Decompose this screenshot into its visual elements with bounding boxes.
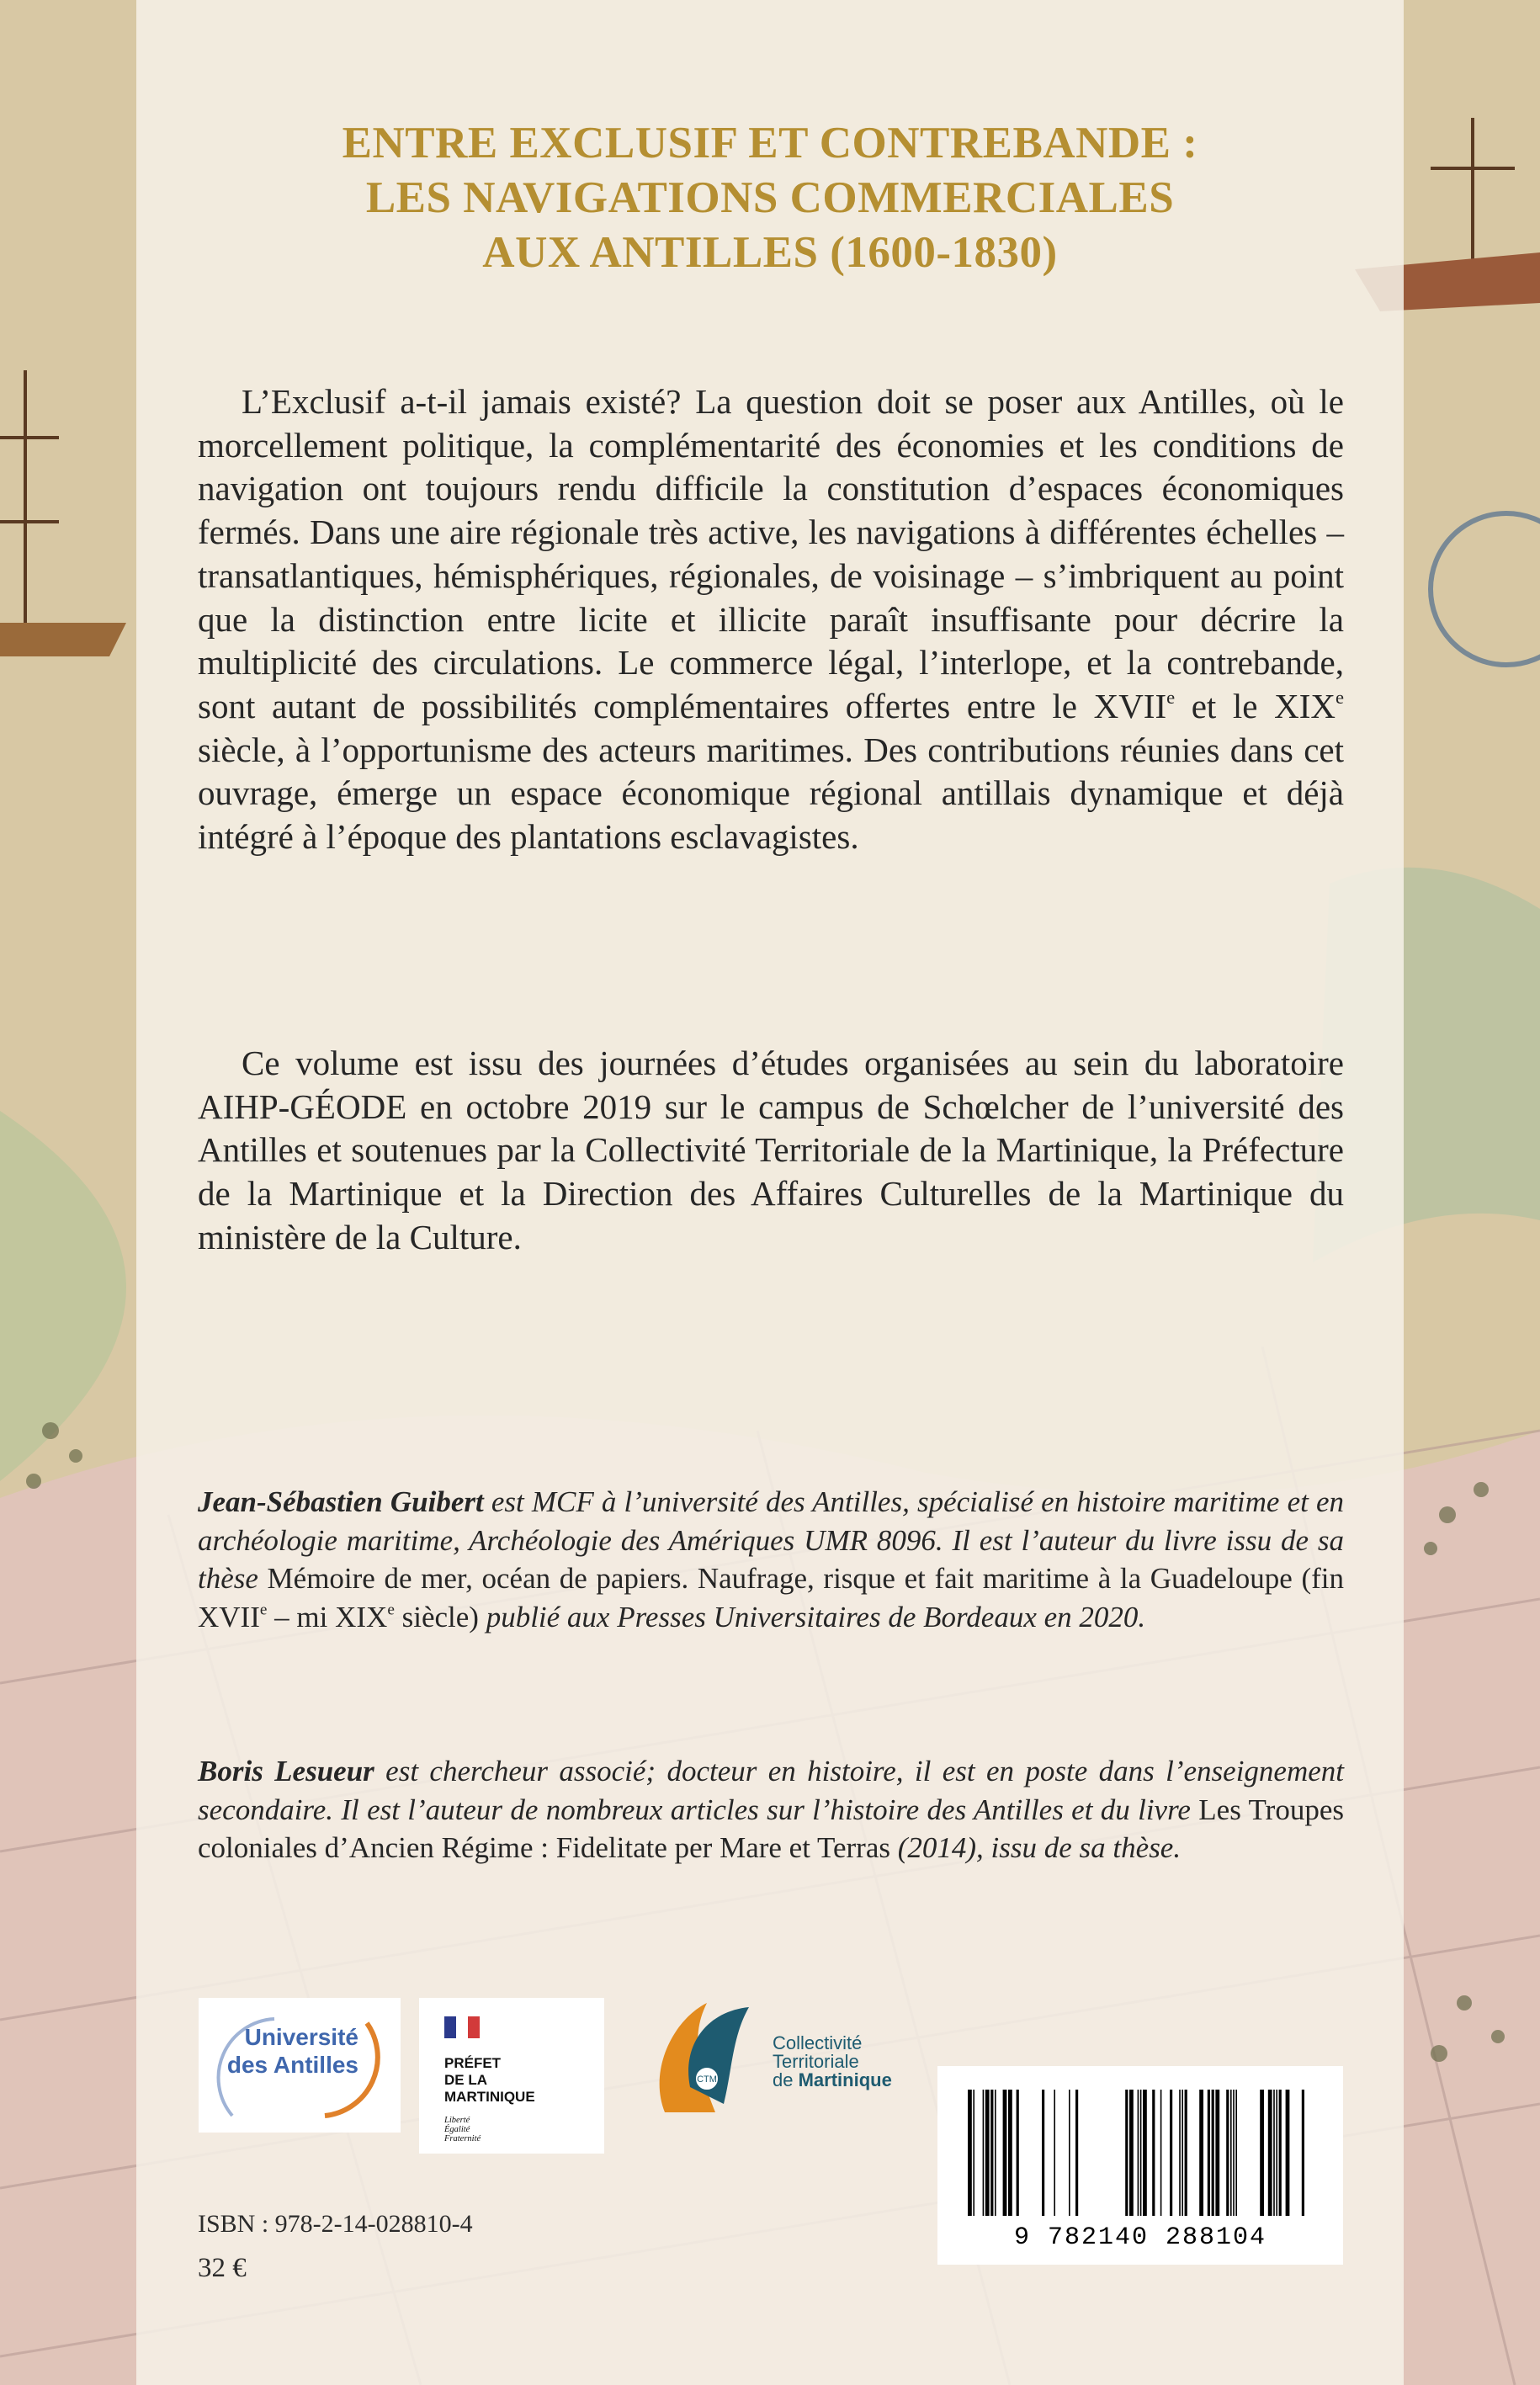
barcode-bar bbox=[1143, 2090, 1147, 2216]
author-bio-guibert: Jean-Sébastien Guibert est MCF à l’université des Antilles, spécialisé en histoire maritime et en archéologie maritime, Archéologie des Amériques UMR 8096. Il est l’auteur du livre issu de sa thèse Mémoire de mer, océan de papiers. Naufrage, risque et fait maritime à la Guadeloupe (fin XVIIe – mi XIXe siècle) publié aux Presses Universitaires de Bordeaux en 2020. bbox=[198, 1485, 1344, 1633]
barcode-bar bbox=[1008, 2090, 1012, 2216]
barcode-bar bbox=[1152, 2090, 1155, 2216]
barcode-bar bbox=[1042, 2090, 1044, 2216]
barcode-bar bbox=[1179, 2090, 1181, 2216]
book-title bbox=[136, 116, 1404, 280]
barcode-bar bbox=[995, 2090, 996, 2216]
barcode-bar bbox=[1003, 2090, 1007, 2216]
barcode-bar bbox=[1185, 2090, 1187, 2216]
author-name-lesueur: Boris Lesueur bbox=[198, 1755, 374, 1787]
barcode bbox=[937, 2066, 1343, 2265]
barcode-bar bbox=[1208, 2090, 1210, 2216]
barcode-bar bbox=[1276, 2090, 1277, 2216]
barcode-bar bbox=[1235, 2090, 1237, 2216]
prefet-label: PRÉFET DE LA MARTINIQUE bbox=[444, 2055, 535, 2105]
barcode-bar bbox=[1273, 2090, 1275, 2216]
barcode-bar bbox=[1160, 2090, 1162, 2216]
barcode-bar bbox=[1286, 2090, 1290, 2216]
barcode-bar bbox=[968, 2090, 972, 2216]
universite-label: Université des Antilles bbox=[226, 2024, 358, 2078]
prefet-martinique-logo bbox=[419, 1998, 604, 2154]
barcode-bar bbox=[1017, 2090, 1019, 2216]
abstract bbox=[198, 380, 1344, 859]
barcode-bar bbox=[990, 2090, 993, 2216]
barcode-bar bbox=[1233, 2090, 1235, 2216]
barcode-bar bbox=[985, 2090, 990, 2216]
title-line-3: AUX ANTILLES (1600-1830) bbox=[482, 228, 1058, 277]
barcode-bar bbox=[1054, 2090, 1055, 2216]
isbn: ISBN : 978-2-14-028810-4 bbox=[198, 2210, 473, 2238]
abstract-paragraph-1: L’Exclusif a-t-il jamais existé? La question doit se poser aux Antilles, où le morcellement politique, la complémentarité des économies et les conditions de navigation ont toujours rendu difficile la constitution d’espaces économiques fermés. Dans une aire régionale très active, les navigations à différentes échelles – transatlantiques, hémisphériques, régionales, de voisinage – s’imbriquent au point que la distinction entre licite et illicite paraît insuffisante pour décrire la multiplicité des circulations. Le commerce légal, l’interlope, et la contrebande, sont autant de possibilités complémentaires offertes entre le XVIIe et le XIXe siècle, à l’opportunisme des acteurs maritimes. Des contributions réunies dans cet ouvrage, émerge un espace économique régional antillais dynamique et déjà intégré à l’époque des plantations esclavagistes. bbox=[198, 382, 1344, 857]
barcode-bar bbox=[1212, 2090, 1214, 2216]
barcode-bar bbox=[1215, 2090, 1219, 2216]
barcode-bar bbox=[1268, 2090, 1272, 2216]
author-name-guibert: Jean-Sébastien Guibert bbox=[198, 1485, 484, 1518]
barcode-bar bbox=[1226, 2090, 1229, 2216]
barcode-bar bbox=[1129, 2090, 1134, 2216]
barcode-bar bbox=[1260, 2090, 1264, 2216]
ctm-label: Collectivité Territoriale de Martinique bbox=[773, 2032, 892, 2090]
barcode-bar bbox=[1199, 2090, 1203, 2216]
barcode-bars bbox=[937, 2066, 1343, 2226]
collectivite-territoriale-logo bbox=[640, 1986, 917, 2121]
barcode-bar bbox=[1075, 2090, 1078, 2216]
barcode-digits: 9 782140 288104 bbox=[1013, 2223, 1267, 2252]
barcode-bar bbox=[1302, 2090, 1304, 2216]
barcode-bar bbox=[983, 2090, 985, 2216]
barcode-bar bbox=[973, 2090, 974, 2216]
prefet-motto: Liberté Égalité Fraternité bbox=[444, 2116, 481, 2143]
barcode-bar bbox=[1170, 2090, 1172, 2216]
barcode-bar bbox=[1125, 2090, 1128, 2216]
barcode-bar bbox=[1138, 2090, 1139, 2216]
abstract-paragraph-2: Ce volume est issu des journées d’études organisées au sein du laboratoire AIHP-GÉODE en octobre 2019 sur le campus de Schœlcher de l’université des Antilles et soutenues par la Collectivité Territoriale de la Martinique, la Préfecture de la Martinique et la Direction des Affaires Culturelles de la Martinique du ministère de la Culture. bbox=[198, 1044, 1344, 1256]
universite-des-antilles-logo bbox=[199, 1998, 401, 2133]
barcode-bar bbox=[1279, 2090, 1282, 2216]
title-line-2: LES NAVIGATIONS COMMERCIALES bbox=[365, 173, 1175, 222]
price: 32 € bbox=[198, 2253, 247, 2283]
barcode-bar bbox=[1182, 2090, 1183, 2216]
book-title-guibert: Mémoire de mer, océan de papiers. Naufrage, risque et fait maritime à la Guadeloupe (fin XVIIe – mi XIXe siècle) bbox=[198, 1562, 1344, 1633]
book-title-lesueur: Les Troupes coloniales d’Ancien Régime : Fidelitate per Mare et Terras bbox=[198, 1793, 1344, 1864]
barcode-bar bbox=[1230, 2090, 1232, 2216]
abstract-2 bbox=[198, 1042, 1344, 1260]
ctm-badge: CTM bbox=[697, 2074, 717, 2085]
barcode-bar bbox=[1140, 2090, 1142, 2216]
title-line-1: ENTRE EXCLUSIF ET CONTREBANDE : bbox=[342, 119, 1198, 167]
barcode-bar bbox=[1069, 2090, 1070, 2216]
author-bio-lesueur: Boris Lesueur est chercheur associé; docteur en histoire, il est en poste dans l’enseignement secondaire. Il est l’auteur de nombreux articles sur l’histoire des Antilles et du livre Les Troupes coloniales d’Ancien Régime : Fidelitate per Mare et Terras (2014), issu de sa thèse. bbox=[198, 1755, 1344, 1864]
